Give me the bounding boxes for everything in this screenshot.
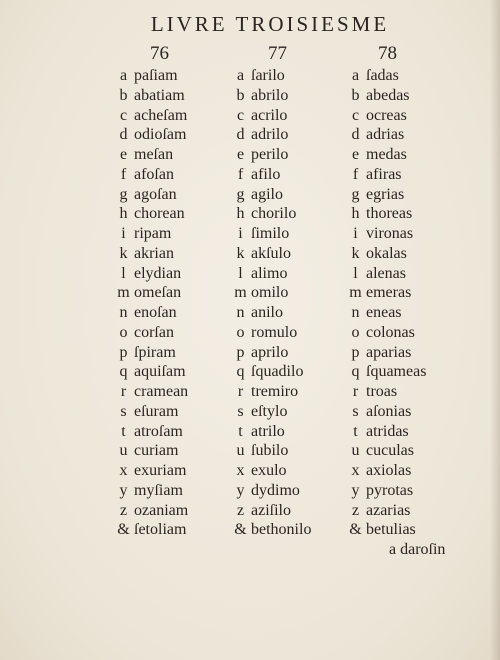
list-item	[115, 382, 188, 402]
row-word: odioſam	[134, 126, 187, 144]
row-letter: i	[353, 225, 358, 242]
list-item	[232, 481, 311, 501]
row-letter: k	[236, 244, 245, 262]
row-letter: n	[119, 304, 128, 321]
list-item	[347, 422, 426, 442]
row-word: agilo	[251, 185, 283, 203]
list-item	[347, 106, 426, 126]
list-item	[347, 145, 426, 165]
word-column-78	[347, 66, 426, 540]
row-word: ſarilo	[251, 67, 285, 84]
list-item	[347, 520, 426, 540]
list-item	[232, 244, 311, 264]
row-letter: a	[236, 67, 245, 84]
list-item	[115, 204, 188, 224]
row-letter: &	[117, 521, 130, 539]
row-word: emeras	[366, 284, 412, 302]
row-letter: &	[349, 521, 362, 539]
row-word: enoſan	[134, 304, 177, 321]
row-word: abatiam	[134, 86, 185, 104]
list-item	[347, 165, 426, 185]
row-word: meſan	[134, 146, 174, 163]
row-word: eneas	[366, 304, 402, 321]
row-letter: z	[236, 501, 245, 519]
list-item	[115, 362, 188, 382]
row-word: eſtylo	[251, 402, 288, 420]
row-word: ſetoliam	[134, 521, 187, 539]
list-item	[232, 303, 311, 323]
row-letter: a	[119, 67, 128, 84]
row-word: ſubilo	[251, 442, 289, 460]
row-word: atroſam	[134, 422, 183, 440]
row-word: ſquadilo	[251, 363, 304, 381]
row-letter: f	[237, 165, 244, 183]
row-word: akrian	[134, 244, 174, 262]
list-item	[232, 402, 311, 422]
row-letter: g	[119, 185, 128, 203]
list-item	[232, 520, 311, 540]
row-letter: u	[236, 442, 245, 460]
list-item	[232, 382, 311, 402]
page-edge-shadow	[490, 0, 500, 660]
row-letter: f	[352, 165, 359, 183]
row-word: atridas	[366, 422, 409, 440]
row-word: bethonilo	[251, 521, 312, 539]
row-word: aſonias	[366, 402, 412, 420]
list-item	[115, 461, 188, 481]
row-letter: b	[119, 86, 128, 104]
row-letter: p	[236, 343, 245, 361]
row-letter: p	[351, 343, 360, 361]
list-item	[232, 461, 311, 481]
row-word: pyrotas	[366, 481, 414, 499]
row-letter: m	[234, 284, 247, 302]
row-word: acrilo	[251, 106, 288, 124]
row-letter: p	[119, 343, 128, 361]
row-word: myſiam	[134, 481, 183, 499]
row-word: afoſan	[134, 165, 174, 183]
list-item	[232, 66, 311, 86]
list-item	[115, 303, 188, 323]
list-item	[347, 481, 426, 501]
row-letter: l	[238, 264, 243, 282]
row-word: colonas	[366, 323, 415, 341]
row-word: curiam	[134, 442, 179, 460]
row-word: abedas	[366, 86, 410, 104]
row-word: akſulo	[251, 244, 291, 262]
row-word: eſuram	[134, 402, 179, 420]
row-letter: n	[351, 304, 360, 321]
row-letter: t	[238, 422, 243, 440]
column-number-78: 78	[378, 43, 397, 64]
row-word: medas	[366, 146, 407, 163]
list-item	[347, 501, 426, 521]
row-letter: h	[351, 205, 360, 223]
row-letter: q	[351, 363, 360, 381]
row-word: agoſan	[134, 185, 177, 203]
list-item	[115, 106, 188, 126]
row-letter: l	[121, 264, 126, 282]
row-word: perilo	[251, 146, 289, 163]
row-letter: i	[121, 225, 126, 242]
column-number-76: 76	[150, 43, 169, 64]
row-word: ſimilo	[251, 225, 290, 242]
row-word: abrilo	[251, 86, 289, 104]
list-item	[347, 125, 426, 145]
row-word: ſadas	[366, 67, 399, 84]
row-letter: o	[119, 323, 128, 341]
list-item	[232, 224, 311, 244]
row-letter: d	[236, 126, 245, 144]
row-word: aziſilo	[251, 501, 291, 519]
list-item	[347, 441, 426, 461]
list-item	[232, 125, 311, 145]
row-letter: q	[236, 363, 245, 381]
list-item	[115, 481, 188, 501]
row-word: afilo	[251, 165, 281, 183]
row-letter: a	[351, 67, 360, 84]
row-letter: &	[234, 521, 247, 539]
list-item	[115, 441, 188, 461]
row-letter: q	[119, 363, 128, 381]
list-item	[232, 204, 311, 224]
list-item	[115, 165, 188, 185]
row-word: dydimo	[251, 481, 300, 499]
row-word: adrias	[366, 126, 405, 144]
row-letter: b	[351, 86, 360, 104]
row-letter: m	[349, 284, 362, 302]
row-word: troas	[366, 383, 398, 400]
row-letter: x	[119, 462, 128, 479]
row-letter: y	[351, 481, 360, 499]
list-item	[232, 86, 311, 106]
row-word: ozaniam	[134, 501, 189, 519]
row-letter: l	[353, 264, 358, 282]
list-item	[232, 323, 311, 343]
row-letter: z	[119, 501, 128, 519]
row-word: elydian	[134, 264, 182, 282]
row-word: alenas	[366, 264, 406, 282]
row-word: tremiro	[251, 383, 299, 400]
list-item	[347, 362, 426, 382]
list-item	[232, 362, 311, 382]
list-item	[232, 145, 311, 165]
row-letter: c	[351, 106, 360, 124]
list-item	[115, 283, 188, 303]
list-item	[115, 422, 188, 442]
row-word: vironas	[366, 225, 414, 242]
row-word: aprilo	[251, 343, 289, 361]
row-word: cuculas	[366, 442, 414, 460]
list-item	[347, 323, 426, 343]
row-word: egrias	[366, 185, 405, 203]
list-item	[347, 66, 426, 86]
list-item	[115, 244, 188, 264]
row-letter: c	[119, 106, 128, 124]
row-word: afiras	[366, 165, 402, 183]
row-word: chorilo	[251, 205, 297, 223]
list-item	[115, 125, 188, 145]
row-word: betulias	[366, 521, 416, 539]
row-word: aparias	[366, 343, 412, 361]
list-item	[232, 441, 311, 461]
list-item	[115, 402, 188, 422]
row-letter: s	[120, 402, 127, 420]
list-item	[232, 422, 311, 442]
list-item	[232, 185, 311, 205]
list-item	[115, 224, 188, 244]
row-word: cramean	[134, 383, 189, 400]
row-letter: r	[352, 383, 359, 400]
list-item	[232, 343, 311, 363]
row-word: adrilo	[251, 126, 289, 144]
row-letter: y	[119, 481, 128, 499]
row-word: acheſam	[134, 106, 188, 124]
list-item	[115, 86, 188, 106]
column-number-77: 77	[268, 43, 287, 64]
row-word: azarias	[366, 501, 411, 519]
row-word: anilo	[251, 304, 283, 321]
list-item	[347, 343, 426, 363]
row-letter: r	[237, 383, 244, 400]
list-item	[347, 264, 426, 284]
row-letter: m	[117, 284, 130, 302]
list-item	[347, 402, 426, 422]
row-word: okalas	[366, 244, 407, 262]
row-letter: o	[236, 323, 245, 341]
row-letter: o	[351, 323, 360, 341]
row-word: ſquameas	[366, 363, 427, 381]
row-word: ocreas	[366, 106, 407, 124]
row-word: romulo	[251, 323, 298, 341]
catchword: a daroſin	[389, 541, 446, 558]
row-word: exulo	[251, 462, 287, 479]
row-letter: s	[352, 402, 359, 420]
row-letter: f	[120, 165, 127, 183]
row-word: thoreas	[366, 205, 413, 223]
row-letter: u	[351, 442, 360, 460]
row-letter: x	[351, 462, 360, 479]
row-letter: t	[353, 422, 358, 440]
row-letter: e	[236, 146, 245, 163]
page-title: LIVRE TROISIESME	[150, 12, 390, 36]
list-item	[232, 165, 311, 185]
row-letter: t	[121, 422, 126, 440]
list-item	[347, 224, 426, 244]
row-letter: y	[236, 481, 245, 499]
row-letter: e	[351, 146, 360, 163]
word-column-76	[115, 66, 188, 540]
row-word: alimo	[251, 264, 288, 282]
row-letter: g	[351, 185, 360, 203]
row-letter: h	[236, 205, 245, 223]
list-item	[232, 283, 311, 303]
list-item	[347, 283, 426, 303]
row-word: paſiam	[134, 67, 178, 84]
word-column-77	[232, 66, 311, 540]
row-word: atrilo	[251, 422, 285, 440]
list-item	[115, 501, 188, 521]
list-item	[115, 343, 188, 363]
row-word: ſpiram	[134, 343, 176, 361]
list-item	[115, 323, 188, 343]
row-letter: r	[120, 383, 127, 400]
list-item	[115, 264, 188, 284]
list-item	[347, 303, 426, 323]
row-letter: s	[237, 402, 244, 420]
row-word: chorean	[134, 205, 185, 223]
list-item	[347, 244, 426, 264]
row-letter: c	[236, 106, 245, 124]
row-letter: d	[119, 126, 128, 144]
row-word: aquiſam	[134, 363, 186, 381]
row-letter: z	[351, 501, 360, 519]
list-item	[232, 106, 311, 126]
row-letter: b	[236, 86, 245, 104]
row-letter: x	[236, 462, 245, 479]
list-item	[347, 382, 426, 402]
row-letter: i	[238, 225, 243, 242]
list-item	[347, 461, 426, 481]
row-letter: g	[236, 185, 245, 203]
row-word: axiolas	[366, 462, 412, 479]
row-letter: u	[119, 442, 128, 460]
list-item	[232, 264, 311, 284]
row-word: omilo	[251, 284, 289, 302]
row-letter: d	[351, 126, 360, 144]
row-letter: k	[119, 244, 128, 262]
list-item	[115, 520, 188, 540]
row-word: ripam	[134, 225, 172, 242]
list-item	[347, 86, 426, 106]
row-letter: h	[119, 205, 128, 223]
row-word: corſan	[134, 323, 174, 341]
list-item	[115, 145, 188, 165]
row-letter: e	[119, 146, 128, 163]
row-word: omeſan	[134, 284, 182, 302]
row-letter: k	[351, 244, 360, 262]
list-item	[347, 204, 426, 224]
row-word: exuriam	[134, 462, 187, 479]
list-item	[347, 185, 426, 205]
list-item	[232, 501, 311, 521]
row-letter: n	[236, 304, 245, 321]
list-item	[115, 185, 188, 205]
list-item	[115, 66, 188, 86]
